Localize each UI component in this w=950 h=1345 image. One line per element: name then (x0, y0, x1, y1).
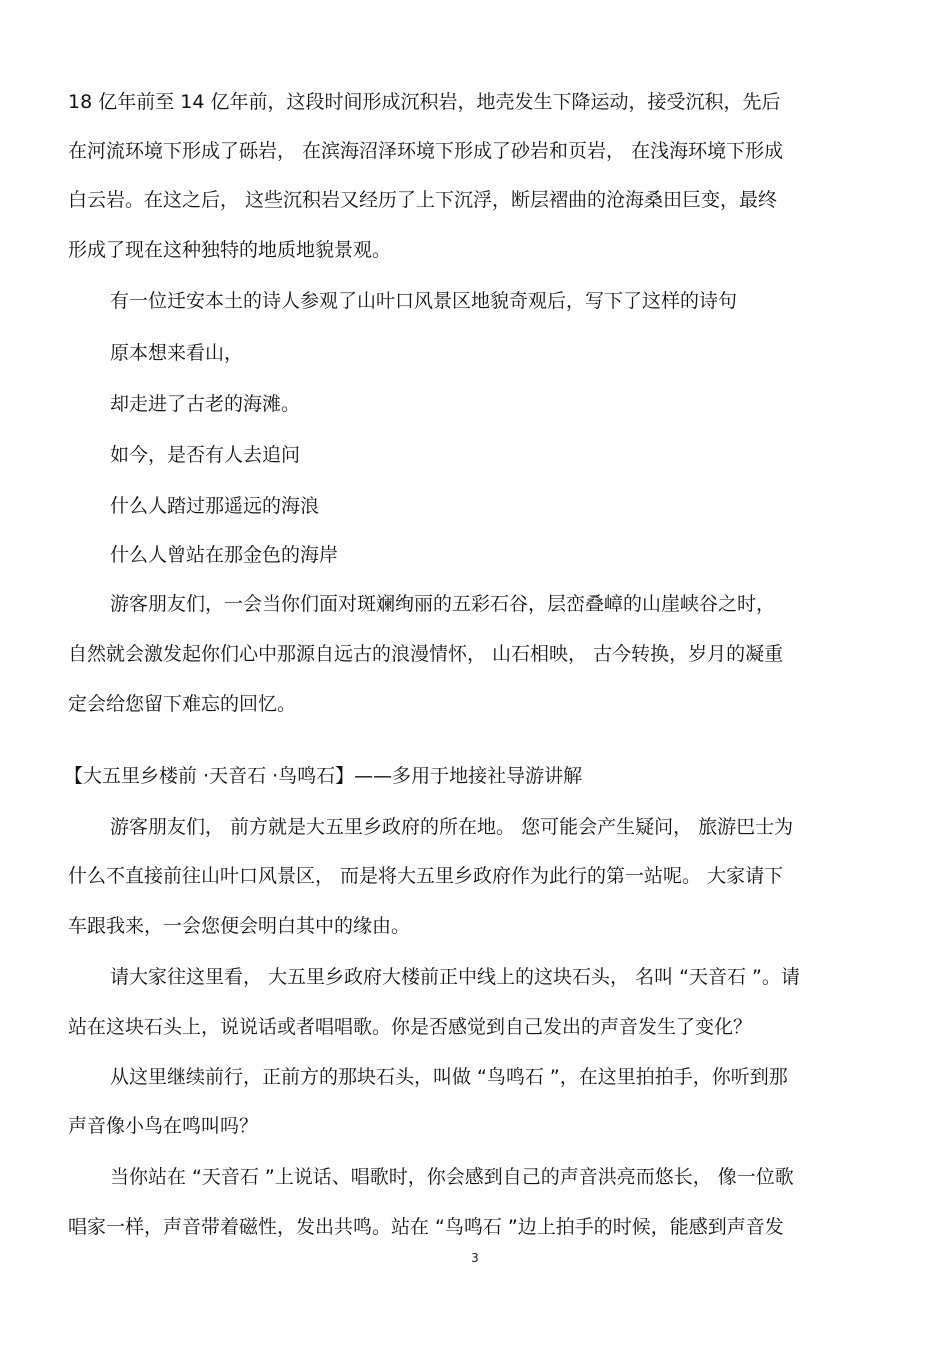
p6-line1: 从这里继续前行，正前方的那块石头，叫做 “鸟鸣石 ”，在这里拍拍手，你听到那 (110, 1066, 788, 1088)
poem-line5: 什么人曾站在那金色的海岸 (110, 544, 339, 566)
p2-line1: 有一位迁安本土的诗人参观了山叶口风景区地貌奇观后，写下了这样的诗句 (110, 290, 738, 312)
p3-line3: 定会给您留下难忘的回忆。 (68, 693, 297, 715)
p6-line2: 声音像小鸟在鸣叫吗？ (68, 1115, 259, 1137)
p1-line1: 18 亿年前至 14 亿年前，这段时间形成沉积岩，地壳发生下降运动，接受沉积，先后 (68, 91, 781, 113)
p3-line2: 自然就会激发起你们心中那源自远古的浪漫情怀， 山石相映， 古今转换，岁月的凝重 (68, 643, 784, 665)
p5-line1: 请大家往这里看， 大五里乡政府大楼前正中线上的这块石头， 名叫 “天音石 ”。请 (110, 966, 800, 988)
p7-line2: 唱家一样，声音带着磁性，发出共鸣。站在 “鸟鸣石 ”边上拍手的时候，能感到声音发 (68, 1216, 784, 1238)
section-heading: 【大五里乡楼前 ·天音石 ·鸟鸣石】——多用于地接社导游讲解 (64, 765, 583, 787)
p4-line1: 游客朋友们， 前方就是大五里乡政府的所在地。 您可能会产生疑问， 旅游巴士为 (110, 816, 794, 838)
p7-line1: 当你站在 “天音石 ”上说话、唱歌时，你会感到自己的声音洪亮而悠长， 像一位歌 (110, 1166, 794, 1188)
poem-line2: 却走进了古老的海滩。 (110, 393, 301, 415)
p1-line2: 在河流环境下形成了砾岩， 在滨海沼泽环境下形成了砂岩和页岩， 在浅海环境下形成 (68, 140, 784, 162)
poem-line4: 什么人踏过那遥远的海浪 (110, 495, 320, 517)
p3-line1: 游客朋友们，一会当你们面对斑斓绚丽的五彩石谷，层峦叠嶂的山崖峡谷之时， (110, 593, 776, 615)
p1-line3: 白云岩。在这之后， 这些沉积岩又经历了上下沉浮，断层褶曲的沧海桑田巨变，最终 (68, 189, 778, 211)
p5-line2: 站在这块石头上，说说话或者唱唱歌。你是否感觉到自己发出的声音发生了变化？ (68, 1016, 753, 1038)
poem-line1: 原本想来看山， (110, 342, 244, 364)
page-number: 3 (471, 1251, 479, 1265)
p4-line3: 车跟我来，一会您便会明白其中的缘由。 (68, 915, 411, 937)
p4-line2: 什么不直接前往山叶口风景区， 而是将大五里乡政府作为此行的第一站呢。 大家请下 (68, 865, 784, 887)
poem-line3: 如今，是否有人去追问 (110, 444, 301, 466)
p1-line4: 形成了现在这种独特的地质地貌景观。 (68, 239, 392, 261)
